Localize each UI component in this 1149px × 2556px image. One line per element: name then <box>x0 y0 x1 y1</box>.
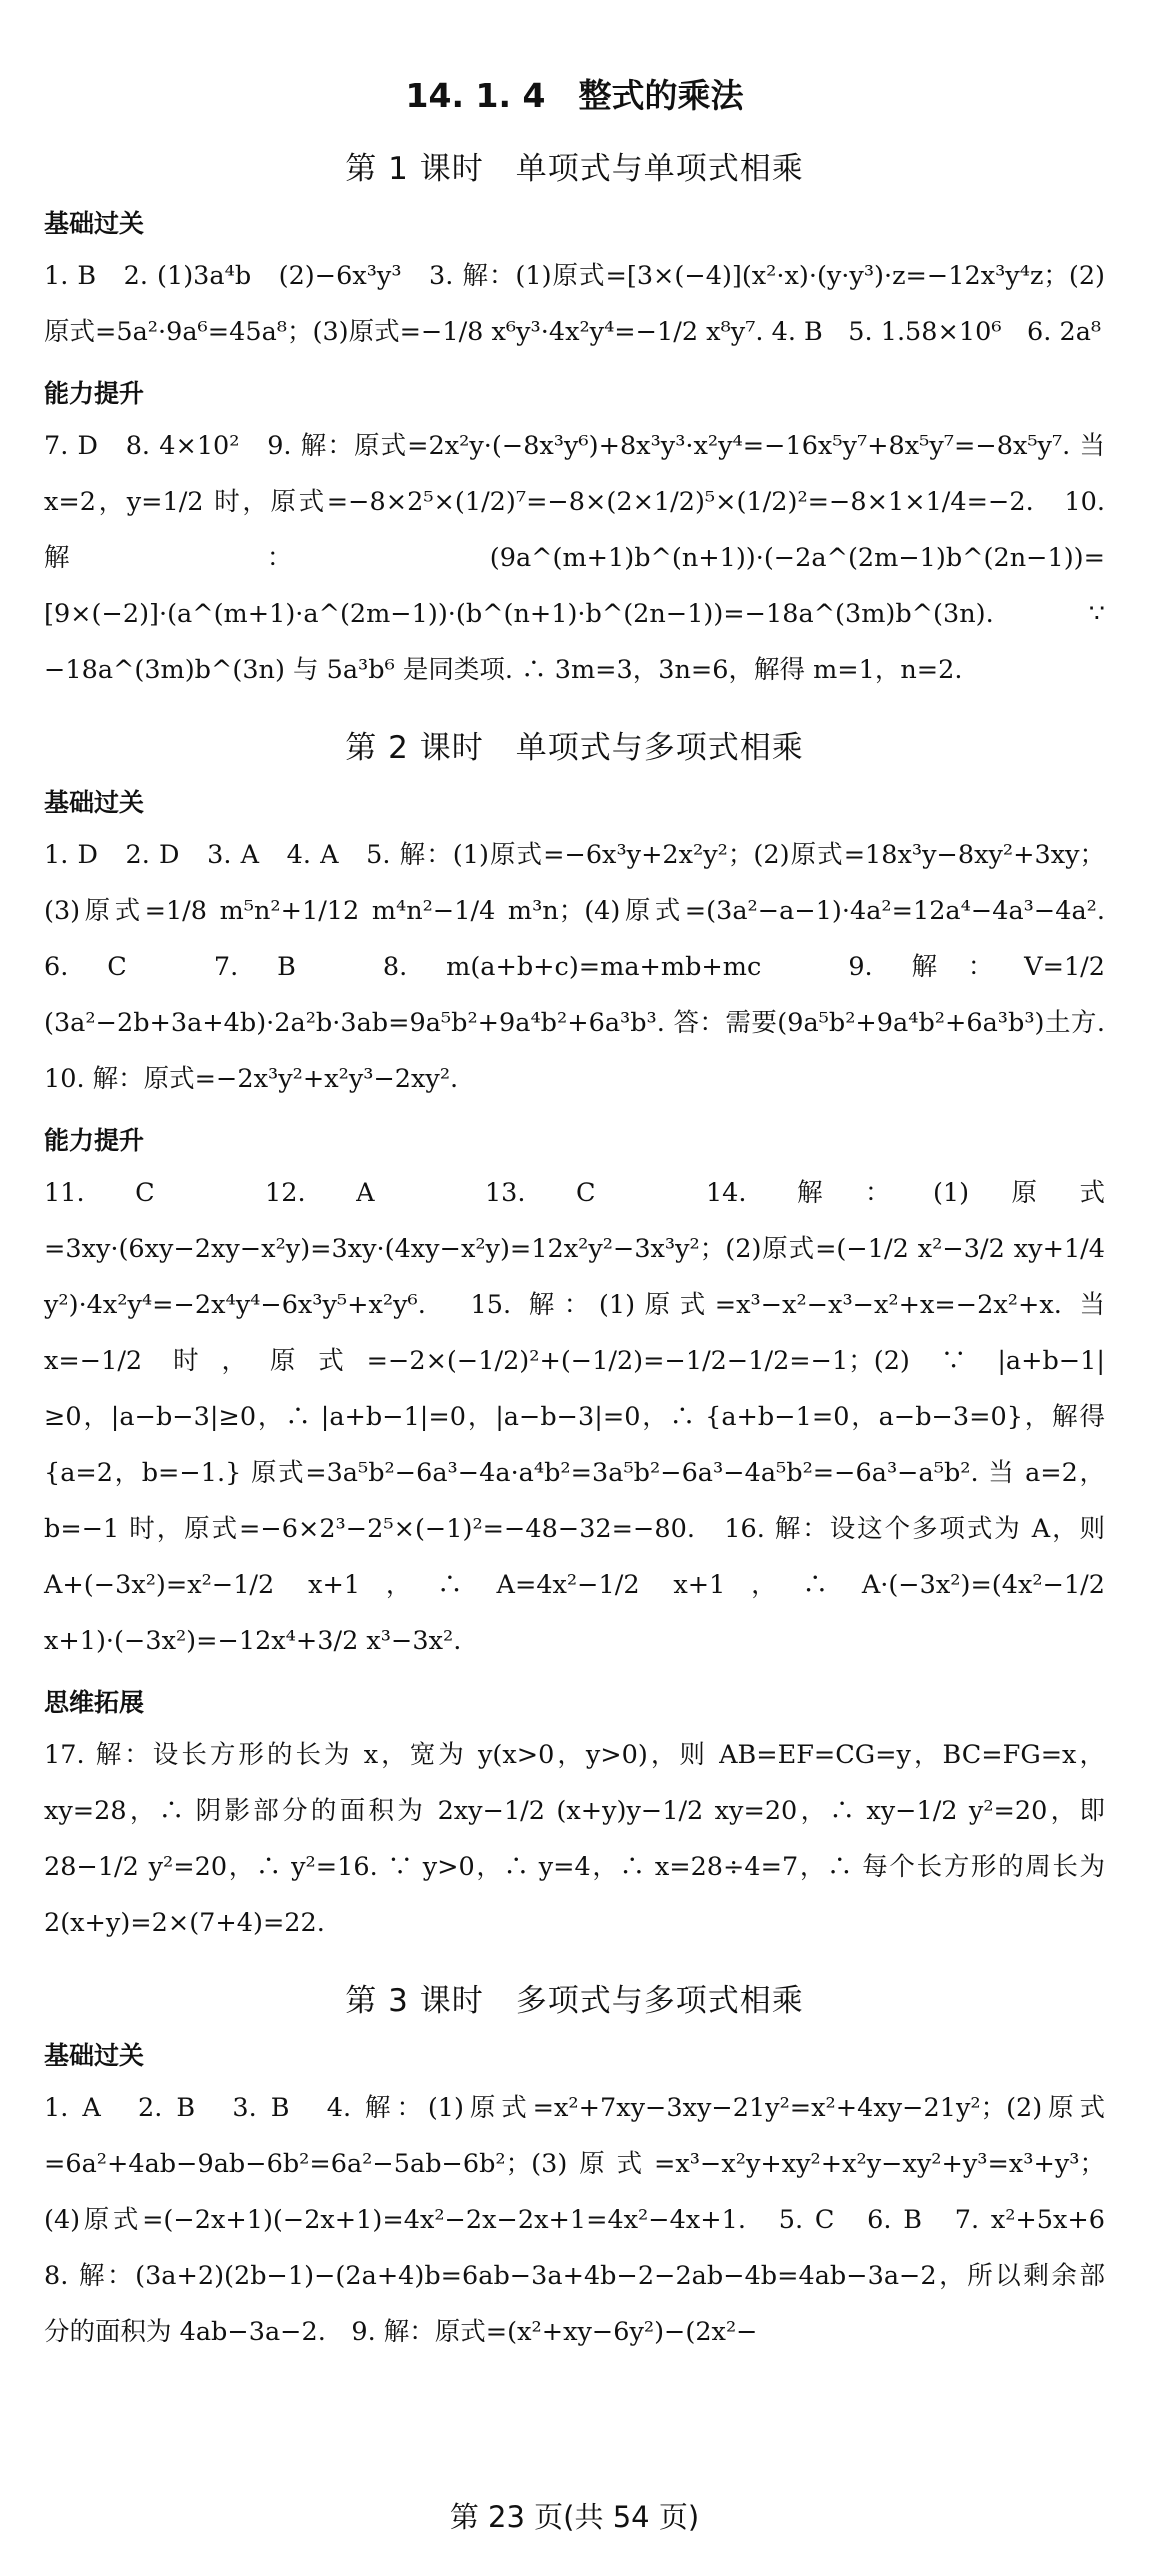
lesson-3 <box>44 1975 1131 2360</box>
section-heading: 基础过关 <box>44 788 145 817</box>
section-heading: 基础过关 <box>44 2041 145 2070</box>
page-title: 14. 1. 4 整式的乘法 <box>405 76 744 115</box>
answer-paragraph: 1. B 2. (1)3a⁴b (2)−6x³y³ 3. 解：(1)原式=[3×(−4)](x²·x)·(y·y³)·z=−12x³y⁴z；(2)原式=5a²·9a⁶=45a⁸；(3)原式=−1/8 x⁶y³·4x²y⁴=−1/2 x⁸y⁷. 4. B 5. 1.58×10⁶ 6. 2a⁸ <box>44 261 1105 347</box>
lesson-title: 第 1 课时 单项式与单项式相乘 <box>345 151 804 187</box>
section-heading: 思维拓展 <box>44 1688 145 1717</box>
answer-paragraph: 17. 解：设长方形的长为 x，宽为 y(x>0，y>0)，则 AB=EF=CG=y，BC=FG=x，xy=28，∴ 阴影部分的面积为 2xy−1/2 (x+y)y−1/2 xy=20，∴ xy−1/2 y²=20，即 28−1/2 y²=20，∴ y²=16. ∵ y>0，∴ y=4，∴ x=28÷4=7，∴ 每个长方形的周长为 2(x+y)=2×(7+4)=22. <box>44 1740 1105 1938</box>
lesson-1 <box>44 143 1105 698</box>
section-heading: 基础过关 <box>44 209 145 238</box>
answer-paragraph: 1. A 2. B 3. B 4. 解：(1)原式=x²+7xy−3xy−21y²=x²+4xy−21y²；(2)原式=6a²+4ab−9ab−6b²=6a²−5ab−6b²；(3)原式=x³−x²y+xy²+x²y−xy²+y³=x³+y³；(4)原式=(−2x+1)(−2x+1)=4x²−2x−2x+1=4x²−4x+1. 5. C 6. B 7. x²+5x+6 8. 解：(3a+2)(2b−1)−(2a+4)b=6ab−3a+4b−2−2ab−4b=4ab−3a−2，所以剩余部分的面积为 4ab−3a−2. 9. 解：原式=(x²+xy−6y²)−(2x²− <box>44 2093 1131 2347</box>
page-number: 第 23 页(共 54 页) <box>449 2500 700 2534</box>
answer-paragraph: 7. D 8. 4×10² 9. 解：原式=2x²y·(−8x³y⁶)+8x³y³·x²y⁴=−16x⁵y⁷+8x⁵y⁷=−8x⁵y⁷. 当 x=2，y=1/2 时，原式=−8×2⁵×(1/2)⁷=−8×(2×1/2)⁵×(1/2)²=−8×1×1/4=−2. 10. 解：(9a^(m+1)b^(n+1))·(−2a^(2m−1)b^(2n−1))=[9×(−2)]·(a^(m+1)·a^(2m−1))·(b^(n+1)·b^(2n−1))=−18a^(3m)b^(3n). ∵ −18a^(3m)b^(3n) 与 5a³b⁶ 是同类项. ∴ 3m=3，3n=6，解得 m=1，n=2. <box>44 431 1105 685</box>
section-heading: 能力提升 <box>44 1126 145 1155</box>
answer-paragraph: 1. D 2. D 3. A 4. A 5. 解：(1)原式=−6x³y+2x²y²；(2)原式=18x³y−8xy²+3xy；(3)原式=1/8 m⁵n²+1/12 m⁴n²−1/4 m³n；(4)原式=(3a²−a−1)·4a²=12a⁴−4a³−4a². 6. C 7. B 8. m(a+b+c)=ma+mb+mc 9. 解：V=1/2 (3a²−2b+3a+4b)·2a²b·3ab=9a⁵b²+9a⁴b²+6a³b³. 答：需要(9a⁵b²+9a⁴b²+6a³b³)土方. 10. 解：原式=−2x³y²+x²y³−2xy². <box>44 840 1131 1094</box>
lesson-title: 第 2 课时 单项式与多项式相乘 <box>345 730 804 766</box>
lesson-2 <box>44 722 1131 1951</box>
lesson-title: 第 3 课时 多项式与多项式相乘 <box>345 1983 804 2019</box>
section-heading: 能力提升 <box>44 379 145 408</box>
answer-paragraph: 11. C 12. A 13. C 14. 解：(1)原式=3xy·(6xy−2xy−x²y)=3xy·(4xy−x²y)=12x²y²−3x³y²；(2)原式=(−1/2 x²−3/2 xy+1/4 y²)·4x²y⁴=−2x⁴y⁴−6x³y⁵+x²y⁶. 15. 解：(1)原式=x³−x²−x³−x²+x=−2x²+x. 当 x=−1/2 时，原式=−2×(−1/2)²+(−1/2)=−1/2−1/2=−1；(2) ∵ |a+b−1|≥0，|a−b−3|≥0，∴ |a+b−1|=0，|a−b−3|=0，∴ {a+b−1=0，a−b−3=0}，解得 {a=2，b=−1.} 原式=3a⁵b²−6a³−4a·a⁴b²=3a⁵b²−6a³−4a⁵b²=−6a³−a⁵b². 当 a=2，b=−1 时，原式=−6×2³−2⁵×(−1)²=−48−32=−80. 16. 解：设这个多项式为 A，则 A+(−3x²)=x²−1/2 x+1，∴ A=4x²−1/2 x+1，∴ A·(−3x²)=(4x²−1/2 x+1)·(−3x²)=−12x⁴+3/2 x³−3x². <box>44 1178 1105 1656</box>
